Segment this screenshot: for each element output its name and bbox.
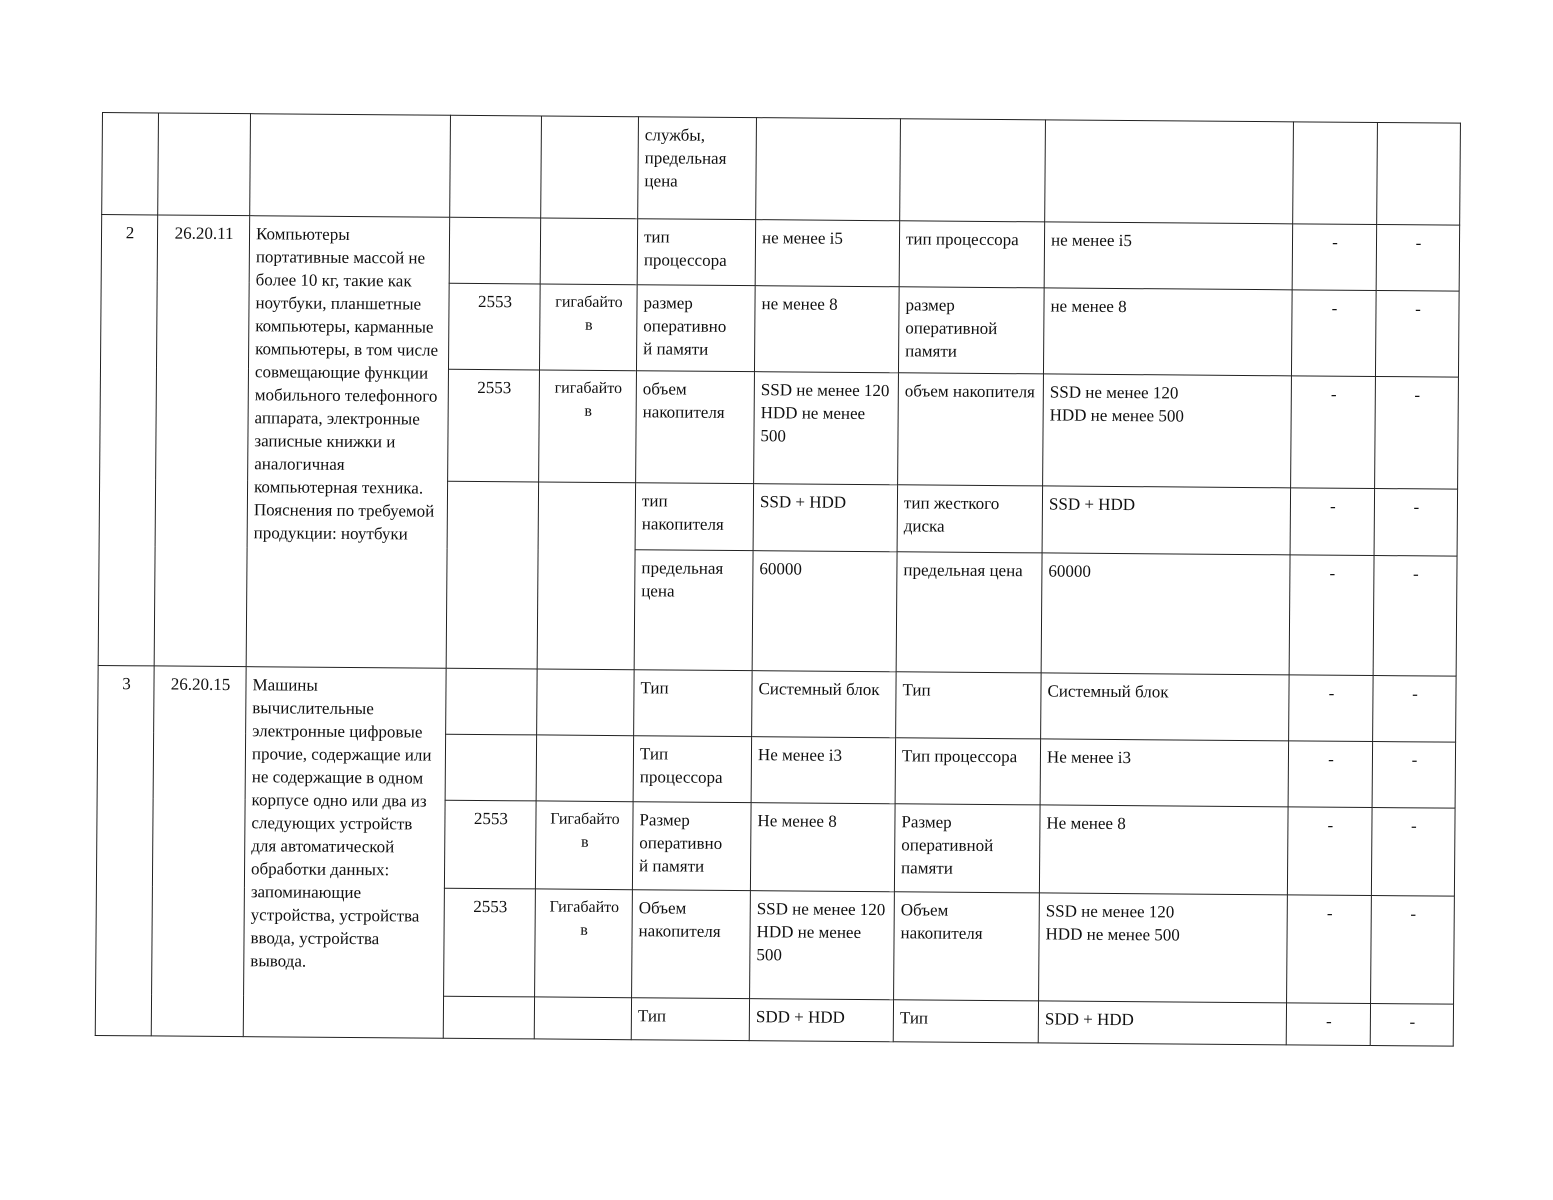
- deviation2-cell: [1377, 123, 1461, 226]
- value-cell: Не менее 8: [750, 803, 895, 892]
- okei-cell: [443, 996, 534, 1039]
- characteristic2-cell: Тип: [893, 1000, 1038, 1043]
- name-cell: Компьютеры портативные массой не более 10 кг, такие как ноутбуки, планшетные компьютеры, карманные компьютеры, в том числе совмещающие функции мобильного телефонного аппарата, электронные записные книжки и аналогичная компьютерная техника. Пояснения по требуемой продукции: ноутбуки: [246, 216, 450, 669]
- unit-cell: [536, 735, 634, 802]
- deviation2-cell: -: [1374, 489, 1458, 557]
- characteristic-cell: Тип: [634, 670, 753, 737]
- deviation1-cell: -: [1290, 488, 1375, 556]
- okei-cell: [450, 115, 542, 218]
- characteristic-cell: объем накопителя: [636, 371, 755, 484]
- value2-cell: 60000: [1041, 553, 1290, 675]
- deviation1-cell: -: [1291, 290, 1376, 377]
- deviation2-cell: -: [1375, 291, 1459, 378]
- deviation1-cell: -: [1289, 675, 1374, 742]
- characteristic-cell: Размер оперативно й памяти: [632, 802, 751, 891]
- value2-cell: не менее i5: [1044, 222, 1293, 290]
- value2-cell: Не менее i3: [1040, 739, 1289, 807]
- unit-cell: гигабайто в: [539, 284, 637, 371]
- value2-cell: SSD не менее 120 HDD не менее 500: [1039, 893, 1288, 1003]
- characteristic2-cell: размер оперативной памяти: [898, 287, 1044, 374]
- value-cell: не менее i5: [755, 220, 900, 287]
- deviation1-cell: -: [1288, 741, 1373, 808]
- value-cell: 60000: [752, 551, 897, 672]
- requirements-table: [95, 112, 1461, 1047]
- characteristic-cell: Тип: [631, 998, 749, 1041]
- value-cell: SSD не менее 120 HDD не менее 500: [754, 372, 899, 485]
- value2-cell: не менее 8: [1043, 288, 1292, 376]
- num-cell: 3: [95, 665, 154, 1035]
- deviation2-cell: -: [1370, 1003, 1453, 1046]
- characteristic-cell: предельная цена: [634, 550, 753, 671]
- value2-cell: SSD не менее 120 HDD не менее 500: [1043, 374, 1292, 488]
- unit-cell: Гигабайто в: [535, 889, 633, 998]
- name-cell: [250, 114, 451, 218]
- deviation1-cell: -: [1286, 1003, 1370, 1046]
- okei-cell: [446, 481, 538, 669]
- unit-cell: [540, 218, 638, 285]
- deviation1-cell: [1293, 122, 1378, 225]
- deviation2-cell: -: [1373, 556, 1457, 677]
- okei-cell: [449, 217, 541, 284]
- characteristic2-cell: Размер оперативной памяти: [894, 804, 1040, 893]
- table-row: [102, 113, 1461, 226]
- deviation1-cell: -: [1291, 376, 1376, 489]
- characteristic-cell: тип накопителя: [635, 483, 754, 551]
- unit-cell: [534, 997, 631, 1040]
- value-cell: Системный блок: [752, 671, 897, 738]
- characteristic-cell: тип процессора: [637, 219, 756, 286]
- characteristic2-cell: [900, 119, 1046, 222]
- unit-cell: Гигабайто в: [535, 801, 633, 890]
- deviation1-cell: -: [1287, 807, 1372, 896]
- characteristic2-cell: тип жесткого диска: [897, 485, 1043, 553]
- table-row: [98, 665, 1456, 742]
- deviation2-cell: -: [1371, 895, 1455, 1004]
- characteristic-cell: размер оперативно й памяти: [636, 285, 755, 372]
- code-cell: 26.20.15: [151, 666, 246, 1037]
- value-cell: SSD не менее 120 HDD не менее 500: [750, 891, 895, 1000]
- num-cell: [102, 113, 159, 215]
- name-cell: Машины вычислительные электронные цифровые прочие, содержащие или не содержащие в одном корпусе одно или два из следующих устройств для автоматической обработки данных: запоминающие устройства, устройства ввода, устройства вывода.: [243, 667, 446, 1039]
- num-cell: 2: [98, 215, 158, 666]
- deviation1-cell: -: [1289, 555, 1374, 676]
- okei-cell: 2553: [444, 888, 536, 997]
- code-cell: [158, 113, 251, 216]
- okei-cell: [446, 668, 538, 735]
- deviation2-cell: -: [1376, 225, 1460, 292]
- characteristic2-cell: Тип: [896, 672, 1042, 739]
- characteristic-cell: службы, предельная цена: [638, 117, 757, 220]
- value2-cell: SSD + HDD: [1042, 486, 1291, 555]
- characteristic2-cell: предельная цена: [896, 552, 1042, 673]
- unit-cell: [537, 482, 635, 670]
- characteristic2-cell: Тип процессора: [895, 738, 1041, 805]
- value-cell: SDD + HDD: [749, 999, 893, 1042]
- characteristic-cell: Тип процессора: [633, 736, 752, 803]
- characteristic-cell: Объем накопителя: [632, 890, 751, 999]
- characteristic2-cell: Объем накопителя: [894, 892, 1040, 1001]
- deviation2-cell: -: [1371, 807, 1455, 896]
- okei-cell: 2553: [444, 800, 536, 889]
- unit-cell: гигабайто в: [539, 370, 637, 483]
- value2-cell: Системный блок: [1041, 673, 1290, 741]
- value-cell: Не менее i3: [751, 737, 896, 804]
- deviation2-cell: -: [1373, 676, 1457, 743]
- code-cell: 26.20.11: [154, 215, 250, 667]
- value2-cell: [1045, 120, 1294, 224]
- deviation1-cell: -: [1292, 224, 1377, 291]
- deviation2-cell: -: [1375, 377, 1459, 490]
- okei-cell: [445, 734, 537, 801]
- value-cell: SSD + HDD: [753, 484, 898, 552]
- unit-cell: [541, 116, 639, 219]
- unit-cell: [537, 669, 635, 736]
- characteristic2-cell: объем накопителя: [898, 373, 1044, 486]
- value-cell: не менее 8: [754, 286, 899, 373]
- value2-cell: Не менее 8: [1039, 805, 1288, 895]
- deviation2-cell: -: [1372, 741, 1456, 808]
- table-row: [101, 215, 1459, 292]
- value2-cell: SDD + HDD: [1038, 1001, 1286, 1045]
- characteristic2-cell: тип процессора: [899, 221, 1045, 288]
- okei-cell: 2553: [448, 369, 540, 482]
- value-cell: [756, 118, 901, 221]
- okei-cell: 2553: [448, 283, 540, 370]
- deviation1-cell: -: [1287, 895, 1372, 1004]
